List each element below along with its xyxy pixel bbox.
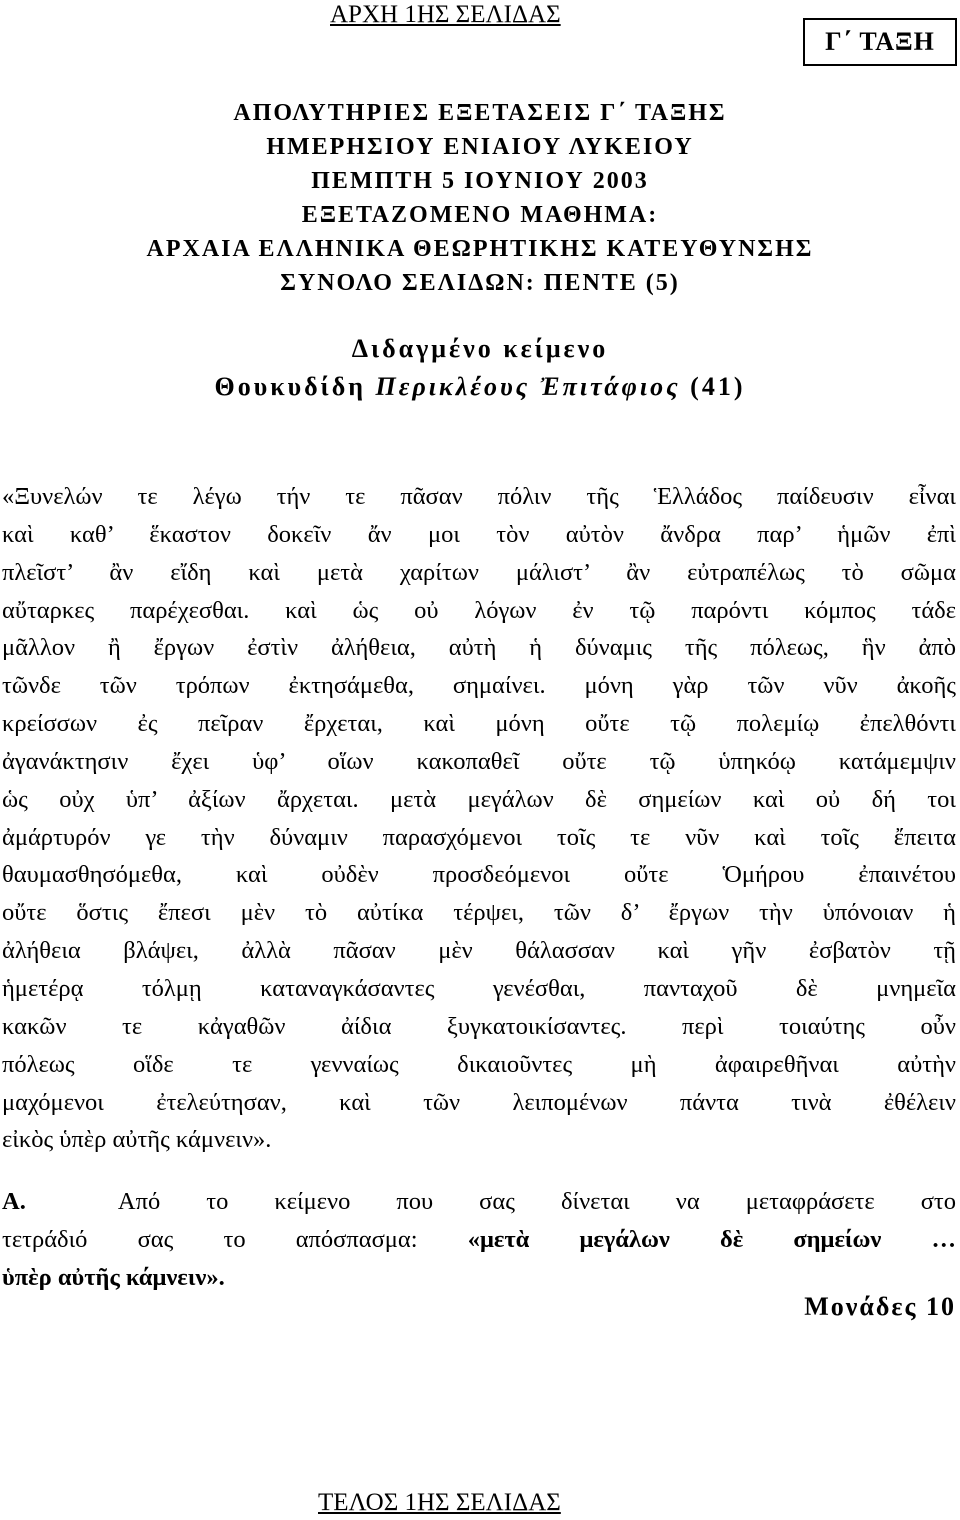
source-text-line: τῶνδε τῶν τρόπων ἐκτησάμεθα, σημαίνει. μόνη γὰρ τῶν νῦν ἀκοῆς (2, 672, 956, 700)
page-header-label: ΑΡΧΗ 1ΗΣ ΣΕΛΙΔΑΣ (330, 1, 561, 28)
question-letter: Α. (2, 1188, 26, 1215)
text-heading-chapter: (41) (690, 372, 746, 401)
text-heading-author: Θουκυδίδη (214, 372, 366, 401)
units-label: Μονάδες 10 (804, 1292, 956, 1321)
source-text-line: πλεῖστ’ ἂν εἴδη καὶ μετὰ χαρίτων μάλιστ’ ἂν εὐτραπέλως τὸ σῶμα (2, 558, 956, 586)
source-text-line: κακῶν τε κἀγαθῶν ἀίδια ξυγκατοικίσαντες. περὶ τοιαύτης οὖν (2, 1012, 956, 1040)
exam-title-line: ΗΜΕΡΗΣΙΟΥ ΕΝΙΑΙΟΥ ΛΥΚΕΙΟΥ (266, 134, 694, 160)
source-text-line: θαυμασθησόμεθα, καὶ οὐδὲν προσδεόμενοι οὔτε Ὁμήρου ἐπαινέτου (2, 861, 956, 889)
text-heading-work: Περικλέους Ἐπιτάφιος (375, 372, 681, 401)
source-text-line: «Ξυνελών τε λέγω τήν τε πᾶσαν πόλιν τῆς Ἑλλάδος παίδευσιν εἶναι (2, 483, 956, 510)
source-text-line: ἡμετέρᾳ τόλμῃ καταναγκάσαντες γενέσθαι, πανταχοῦ δὲ μνημεῖα (2, 974, 956, 1002)
source-text-line: ἀγανάκτησιν ἔχει ὑφ’ οἵων κακοπαθεῖ οὔτε τῷ ὑπηκόῳ κατάμεμψιν (2, 747, 956, 775)
text-heading-source (0, 368, 960, 406)
source-text (2, 478, 956, 1159)
text-heading-title: Διδαγμένο κείμενο (351, 334, 609, 363)
source-text-line: αὔταρκες παρέχεσθαι. καὶ ὡς οὐ λόγων ἐν τῷ παρόντι κόμπος τάδε (2, 596, 956, 624)
exam-title-line: ΕΞΕΤΑΖΟΜΕΝΟ ΜΑΘΗΜΑ: (301, 202, 659, 228)
source-text-line: πόλεως οἵδε τε γενναίως δικαιοῦντες μὴ ἀφαιρεθῆναι αὐτὴν (2, 1050, 956, 1078)
source-text-line: μᾶλλον ἢ ἔργων ἐστὶν ἀλήθεια, αὐτὴ ἡ δύναμις τῆς πόλεως, ἣν ἀπὸ (2, 634, 956, 662)
exam-title-line: ΣΥΝΟΛΟ ΣΕΛΙΔΩΝ: ΠΕΝΤΕ (5) (280, 270, 680, 296)
question-a-quote-end: ὑπὲρ αὐτῆς κάμνειν». (2, 1264, 225, 1291)
question-a-prompt-cont: τετράδιό σας το απόσπασμα: (2, 1226, 418, 1253)
source-text-line: ἀμάρτυρόν γε τὴν δύναμιν παρασχόμενοι τοῖς τε νῦν καὶ τοῖς ἔπειτα (2, 823, 956, 851)
source-text-line: κρείσσων ἐς πεῖραν ἔρχεται, καὶ μόνη οὔτε τῷ πολεμίῳ ἐπελθόντι (2, 710, 956, 738)
text-heading (0, 330, 960, 406)
source-text-line: μαχόμενοι ἐτελεύτησαν, καὶ τῶν λειπομένων πάντα τινὰ ἐθέλειν (2, 1088, 956, 1116)
question-a-quote: «μετὰ μεγάλων δὲ σημείων … (467, 1226, 957, 1253)
exam-title-line: ΠΕΜΠΤΗ 5 ΙΟΥΝΙΟΥ 2003 (311, 168, 649, 194)
question-a-prompt: Από το κείμενο που σας δίνεται να μεταφράσετε στο (117, 1188, 957, 1215)
exam-title-line: ΑΠΟΛΥΤΗΡΙΕΣ ΕΞΕΤΑΣΕΙΣ Γ΄ ΤΑΞΗΣ (233, 100, 727, 126)
class-box: Γ΄ ΤΑΞΗ (803, 18, 957, 66)
page-footer-label: ΤΕΛΟΣ 1ΗΣ ΣΕΛΙΔΑΣ (318, 1489, 561, 1516)
exam-title-line: ΑΡΧΑΙΑ ΕΛΛΗΝΙΚΑ ΘΕΩΡΗΤΙΚΗΣ ΚΑΤΕΥΘΥΝΣΗΣ (146, 236, 814, 262)
source-text-line: εἰκὸς ὑπὲρ αὐτῆς κάμνειν». (2, 1126, 272, 1154)
source-text-line: καὶ καθ’ ἕκαστον δοκεῖν ἄν μοι τὸν αὐτὸν ἄνδρα παρ’ ἡμῶν ἐπὶ (2, 520, 956, 548)
source-text-line: οὔτε ὅστις ἔπεσι μὲν τὸ αὐτίκα τέρψει, τῶν δ’ ἔργων τὴν ὑπόνοιαν ἡ (2, 899, 956, 927)
source-text-line: ὡς οὐχ ὑπ’ ἀξίων ἄρχεται. μετὰ μεγάλων δὲ σημείων καὶ οὐ δή τοι (2, 785, 956, 813)
source-text-line: ἀλήθεια βλάψει, ἀλλὰ πᾶσαν μὲν θάλασσαν καὶ γῆν ἐσβατὸν τῇ (2, 937, 956, 965)
question-a-line (2, 1183, 956, 1221)
question-a-line (2, 1221, 956, 1259)
question-a (2, 1183, 956, 1297)
exam-title (0, 96, 960, 300)
